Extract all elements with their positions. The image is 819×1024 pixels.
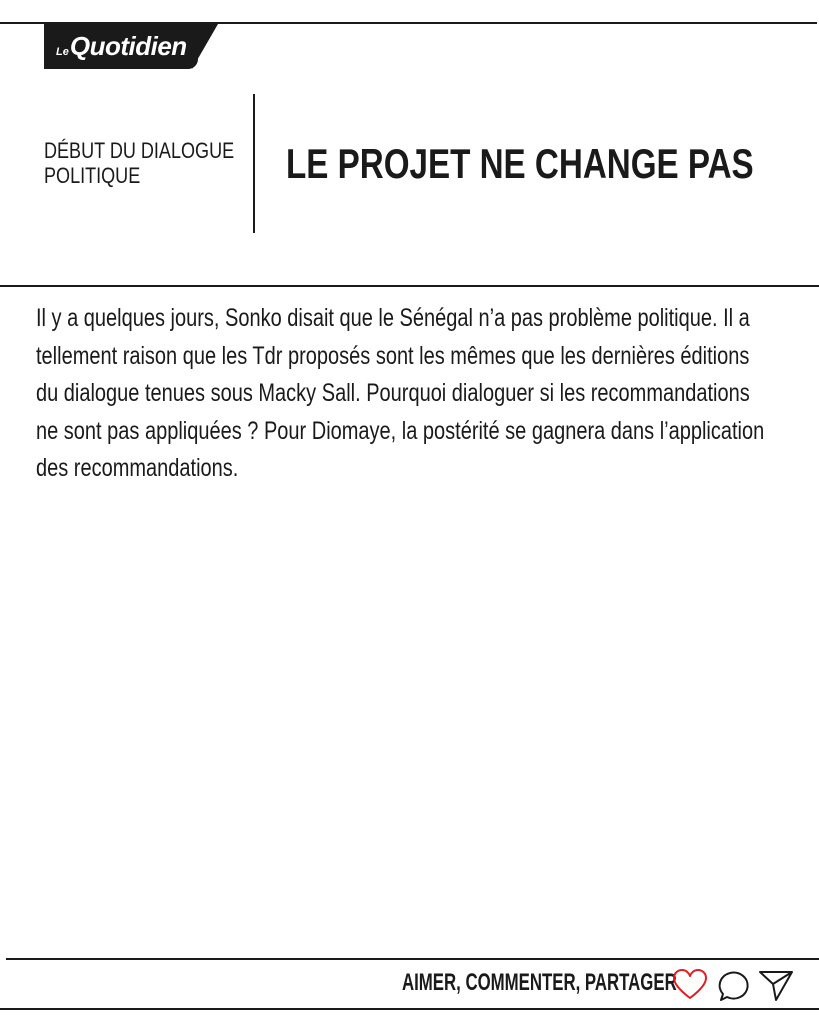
header-separator xyxy=(253,94,255,233)
comment-icon[interactable] xyxy=(715,966,753,1004)
footer-divider-top xyxy=(6,958,819,960)
kicker-line-1: DÉBUT DU DIALOGUE xyxy=(44,138,235,163)
section-kicker xyxy=(44,138,235,188)
send-icon[interactable] xyxy=(757,966,795,1004)
body-line-5: des recommandations. xyxy=(36,454,239,482)
body-line-2: tellement raison que les Tdr proposés sont les mêmes que les dernières éditions xyxy=(36,341,750,370)
logo-slant xyxy=(192,24,218,69)
heart-icon[interactable] xyxy=(671,966,709,1004)
body-line-1: Il y a quelques jours, Sonko disait que le Sénégal n’a pas problème politique. Il a xyxy=(36,304,750,332)
header-divider xyxy=(0,285,819,287)
kicker-line-2: POLITIQUE xyxy=(44,163,141,188)
logo-prefix: Le xyxy=(56,46,69,58)
logo-name: Quotidien xyxy=(69,31,187,61)
share-prompt: AIMER, COMMENTER, PARTAGER xyxy=(402,969,677,996)
headline: LE PROJET NE CHANGE PAS xyxy=(286,140,754,187)
article-body xyxy=(36,300,785,488)
logo[interactable] xyxy=(56,28,187,64)
footer-divider-bottom xyxy=(0,1008,819,1010)
body-line-4: ne sont pas appliquées ? Pour Diomaye, la postérité se gagnera dans l’application xyxy=(36,416,765,445)
body-line-3: du dialogue tenues sous Macky Sall. Pourquoi dialoguer si les recommandations xyxy=(36,379,750,407)
